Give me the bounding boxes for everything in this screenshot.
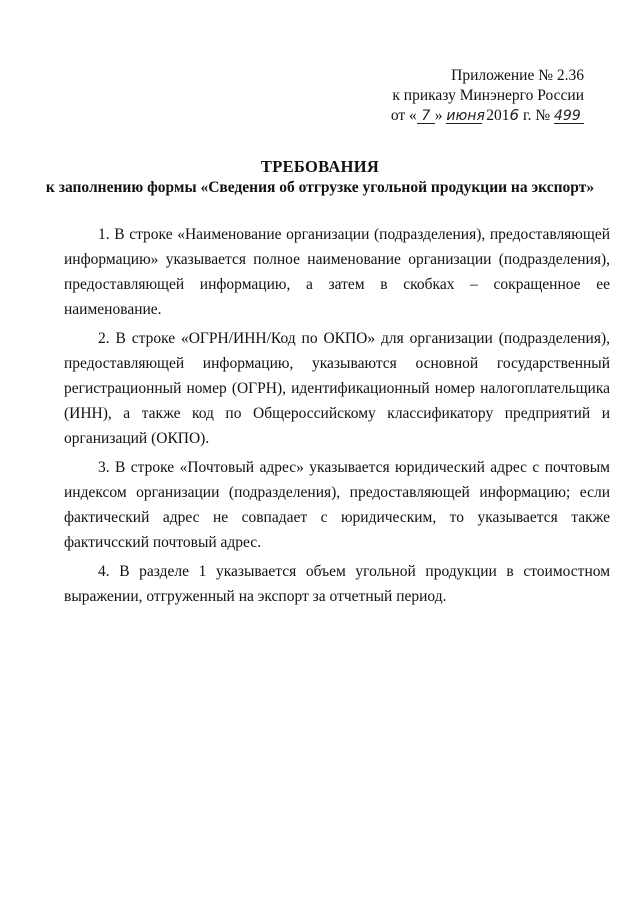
handwritten-order-number: 499 <box>554 109 584 124</box>
handwritten-day: 7 <box>417 109 435 124</box>
handwritten-year-digit: 6 <box>509 106 520 124</box>
appendix-header <box>324 66 584 126</box>
date-prefix: от « <box>390 107 417 124</box>
year-prefix: 201 <box>486 107 510 124</box>
number-prefix: г. № <box>522 107 551 124</box>
paragraph-1: 1. В строке «Наименование организации (подразделения), предоставляющей информацию» указывается полное наименование организации (подразделения), предоставляющей информацию, а затем в скобках – сокращенное ее наименование. <box>64 226 610 318</box>
appendix-number: Приложение № 2.36 <box>451 67 584 84</box>
appendix-order-ref: к приказу Минэнерго России <box>392 87 584 104</box>
title-block <box>40 156 600 198</box>
handwritten-month: июня <box>446 108 485 124</box>
paragraph-4: 4. В разделе 1 указывается объем угольной продукции в стоимостном выражении, отгруженный на экспорт за отчетный период. <box>64 563 610 605</box>
document-title: ТРЕБОВАНИЯ <box>260 157 380 176</box>
document-subtitle: к заполнению формы «Сведения об отгрузке угольной продукции на экспорт» <box>45 179 595 196</box>
date-mid: » <box>434 107 443 124</box>
paragraph-3: 3. В строке «Почтовый адрес» указывается юридический адрес с почтовым индексом организации (подразделения), предоставляющей информацию; если фактический адрес не совпадает с юридическим, то указывается также фактичсский почтовый адрес. <box>64 459 610 551</box>
paragraph-2: 2. В строке «ОГРН/ИНН/Код по ОКПО» для организации (подразделения), предоставляющей информацию, указываются основной государственный регистрационный номер (ОГРН), идентификационный номер налогоплательщика (ИНН), а также код по Общероссийскому классификатору предприятий и организаций (ОКПО). <box>64 330 610 447</box>
requirements-body <box>64 222 610 613</box>
appendix-date-line <box>324 106 584 126</box>
